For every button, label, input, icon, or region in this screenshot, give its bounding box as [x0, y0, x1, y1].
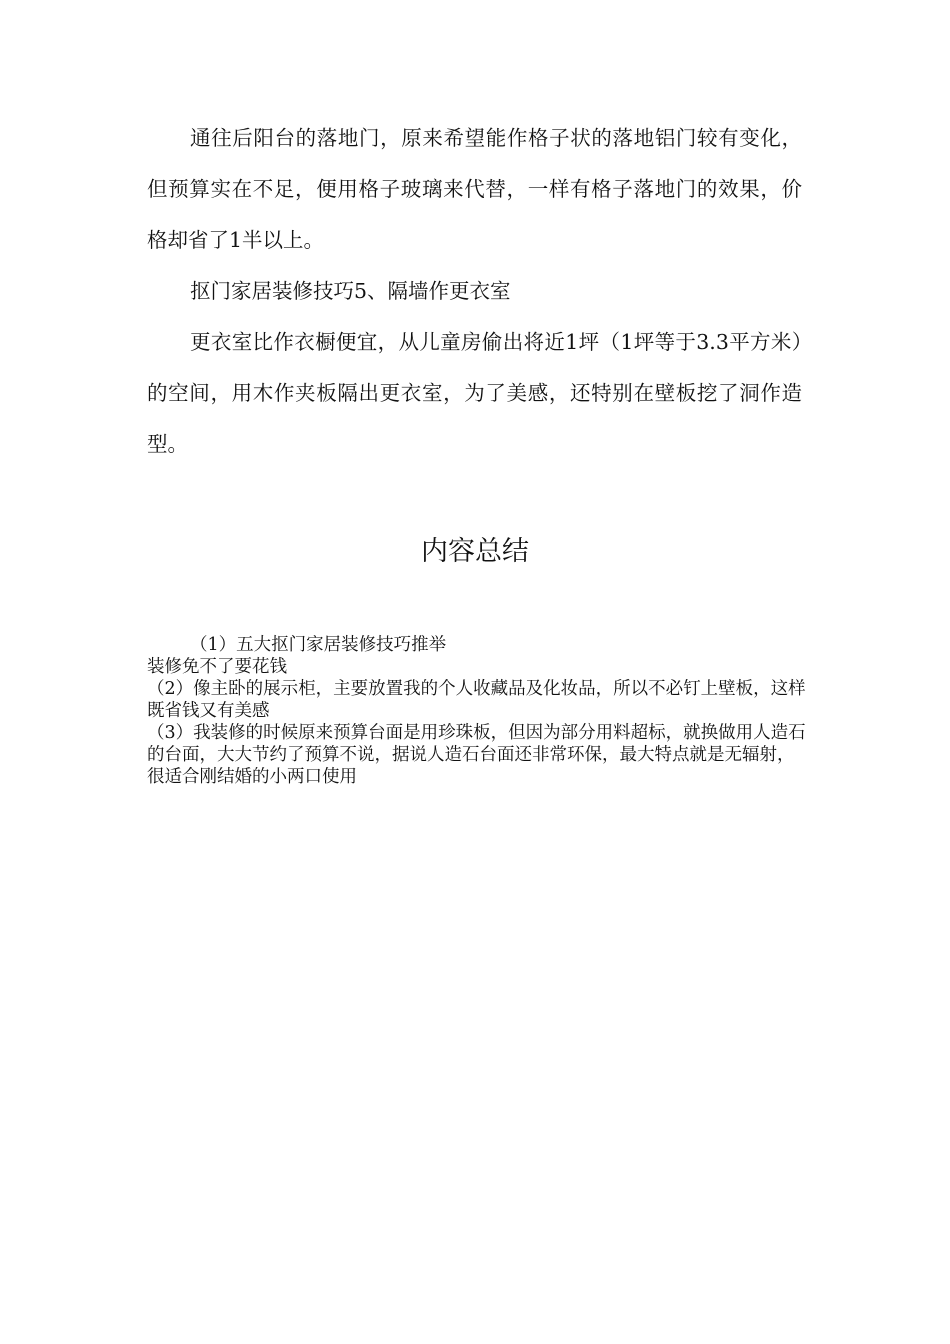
summary-line-4: （3）我装修的时候原来预算台面是用珍珠板，但因为部分用料超标，就换做用人造石的台面，大大节约了预算不说，据说人造石台面还非常环保，最大特点就是无辐射，很适合刚结婚的小两口使用 — [147, 723, 806, 787]
paragraph-heading-tip5: 抠门家居装修技巧5、隔墙作更衣室 — [190, 279, 511, 303]
summary-line-2: 装修免不了要花钱 — [147, 657, 287, 677]
paragraph-dressing-room: 更衣室比作衣橱便宜，从儿童房偷出将近1坪（1坪等于3.3平方米）的空间，用木作夹板隔出更衣室，为了美感，还特别在壁板挖了洞作造型。 — [147, 330, 802, 456]
summary-line-3: （2）像主卧的展示柜，主要放置我的个人收藏品及化妆品，所以不必钉上壁板，这样既省钱又有美感 — [147, 679, 806, 721]
summary-title: 内容总结 — [421, 536, 529, 567]
body-text — [147, 113, 802, 470]
paragraph-door: 通往后阳台的落地门，原来希望能作格子状的落地铝门较有变化，但预算实在不足，便用格子玻璃来代替，一样有格子落地门的效果，价格却省了1半以上。 — [147, 126, 802, 252]
summary-section — [147, 634, 807, 788]
summary-line-1: （1）五大抠门家居装修技巧推举 — [190, 635, 447, 655]
